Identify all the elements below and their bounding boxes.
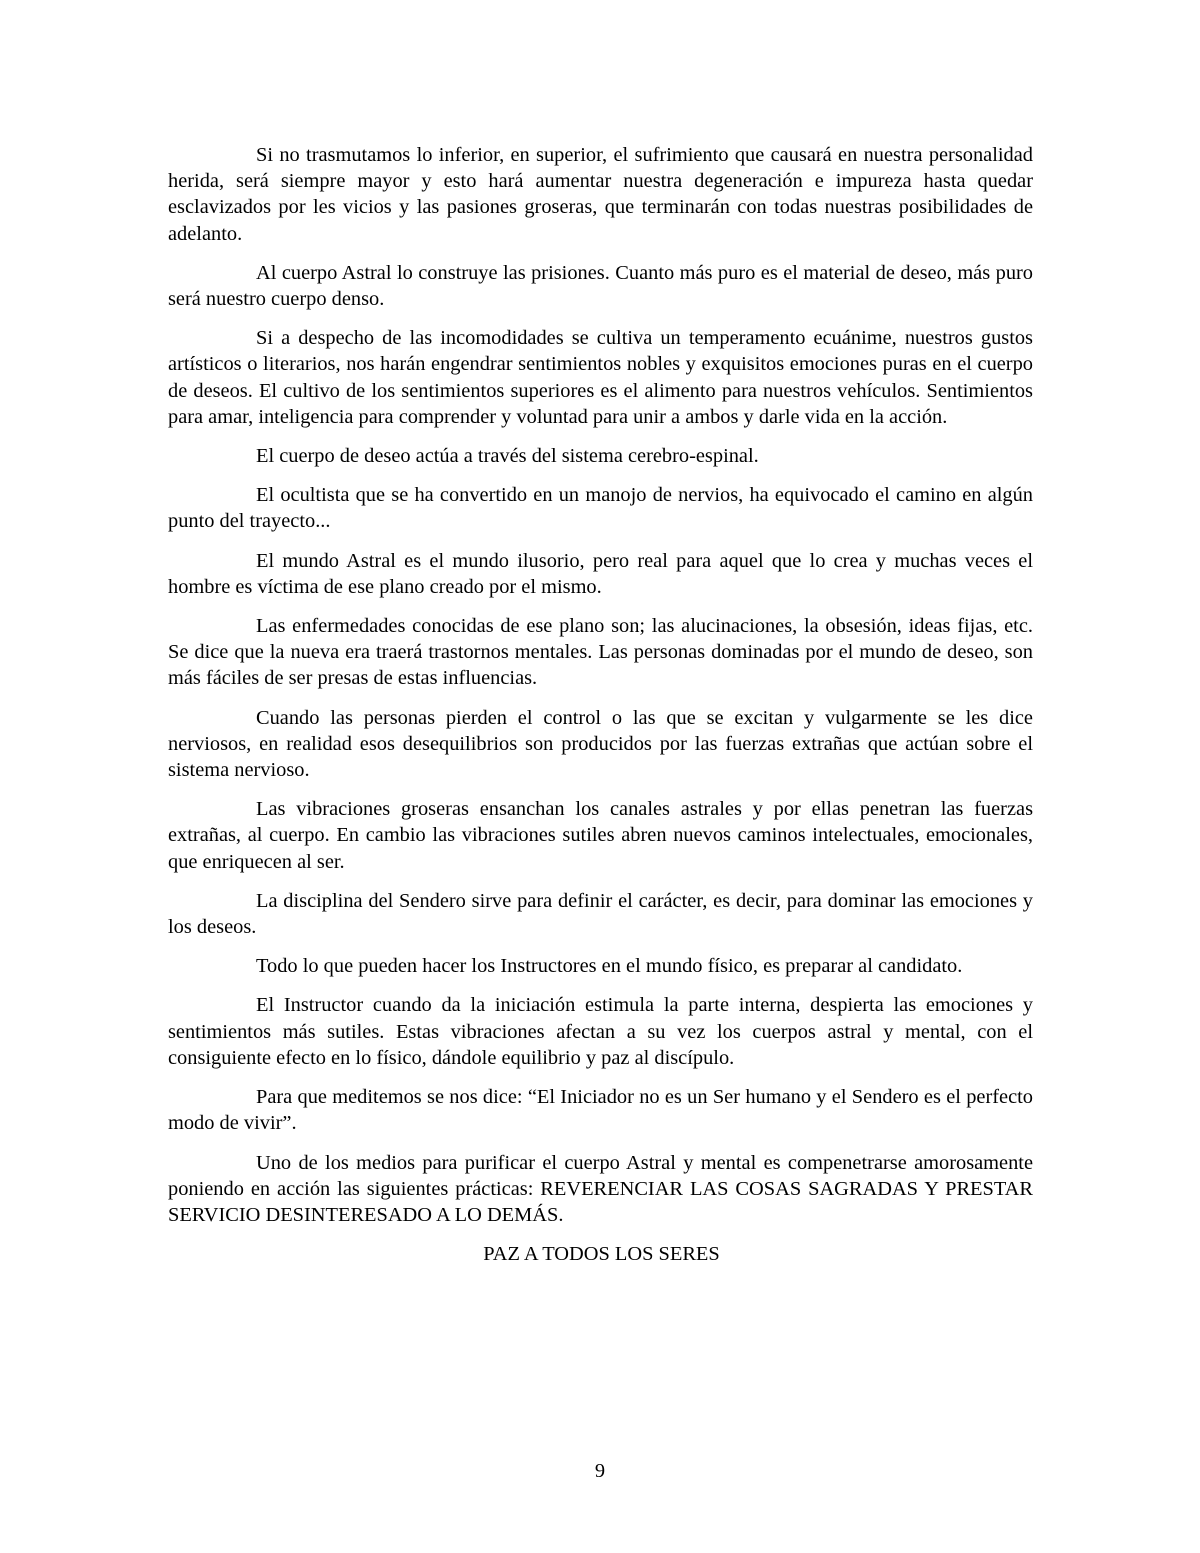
page-number: 9	[594, 1460, 606, 1482]
paragraph-4: El cuerpo de deseo actúa a través del sistema cerebro-espinal.	[256, 445, 759, 468]
paragraph-3: Si a despecho de las incomodidades se cultiva un temperamento ecuánime, nuestros gustos artísticos o literarios, nos harán engendrar sentimientos nobles y exquisitos emociones puras en el cuerpo de deseos. El cultivo de los sentimientos superiores es el alimento para nuestros vehículos. Sentimientos para amar, inteligencia para comprender y voluntad para unir a ambos y darle vida en la acción.	[168, 327, 1033, 428]
paragraph-11: Todo lo que pueden hacer los Instructores en el mundo físico, es preparar al candidato.	[256, 955, 963, 978]
paragraph-8: Cuando las personas pierden el control o las que se excitan y vulgarmente se les dice nerviosos, en realidad esos desequilibrios son producidos por las fuerzas extrañas que actúan sobre el sistema nervioso.	[168, 706, 1033, 782]
paragraph-7: Las enfermedades conocidas de ese plano son; las alucinaciones, la obsesión, ideas fijas, etc. Se dice que la nueva era traerá trastornos mentales. Las personas dominadas por el mundo de deseo, son más fáciles de ser presas de estas influencias.	[168, 615, 1033, 690]
paragraph-1: Si no trasmutamos lo inferior, en superior, el sufrimiento que causará en nuestra personalidad herida, será siempre mayor y esto hará aumentar nuestra degeneración e impureza hasta quedar esclavizados por les vicios y las pasiones groseras, que terminarán con todas nuestras posibilidades de adelanto.	[168, 144, 1033, 245]
paragraph-6: El mundo Astral es el mundo ilusorio, pero real para aquel que lo crea y muchas veces el hombre es víctima de ese plano creado por el mismo.	[168, 549, 1033, 598]
paragraph-12: El Instructor cuando da la iniciación estimula la parte interna, despierta las emociones y sentimientos más sutiles. Estas vibraciones afectan a su vez los cuerpos astral y mental, con el consiguiente efecto en lo físico, dándole equilibrio y paz al discípulo.	[168, 994, 1033, 1069]
closing-line: PAZ A TODOS LOS SERES	[483, 1243, 720, 1266]
paragraph-13: Para que meditemos se nos dice: “El Iniciador no es un Ser humano y el Sendero es el perfecto modo de vivir”.	[168, 1086, 1033, 1135]
paragraph-10: La disciplina del Sendero sirve para definir el carácter, es decir, para dominar las emociones y los deseos.	[168, 889, 1033, 939]
page-body	[168, 142, 1033, 1267]
paragraph-5: El ocultista que se ha convertido en un manojo de nervios, ha equivocado el camino en algún punto del trayecto...	[168, 484, 1033, 533]
paragraph-14: Uno de los medios para purificar el cuerpo Astral y mental es compenetrarse amorosamente poniendo en acción las siguientes prácticas: REVERENCIAR LAS COSAS SAGRADAS Y PRESTAR SERVICIO DESINTERESADO A LO DEMÁS.	[168, 1151, 1033, 1226]
paragraph-2: Al cuerpo Astral lo construye las prisiones. Cuanto más puro es el material de deseo, más puro será nuestro cuerpo denso.	[168, 261, 1033, 311]
paragraph-9: Las vibraciones groseras ensanchan los canales astrales y por ellas penetran las fuerzas extrañas, al cuerpo. En cambio las vibraciones sutiles abren nuevos caminos intelectuales, emocionales, que enriquecen al ser.	[168, 798, 1033, 873]
